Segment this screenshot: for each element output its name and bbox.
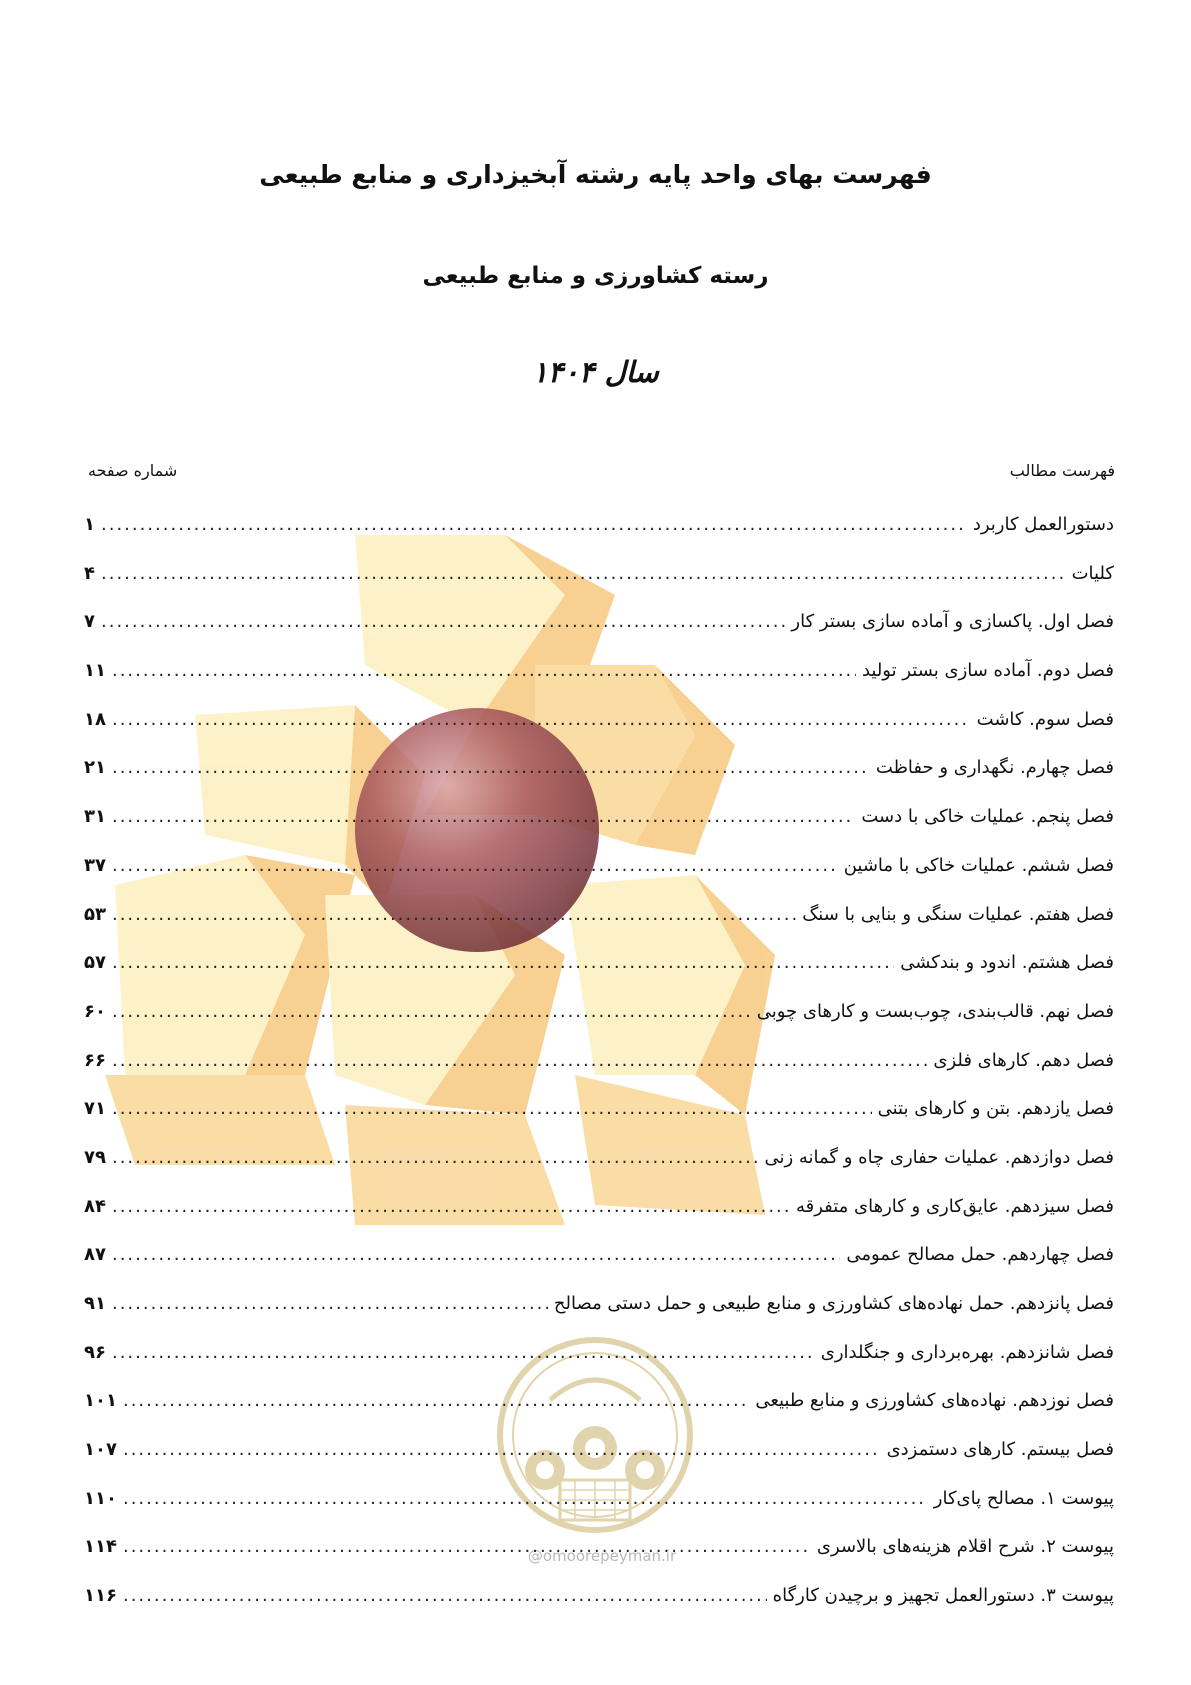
toc-entry-page: ۴	[84, 562, 95, 584]
toc-entry-label: فصل دوازدهم. عملیات حفاری چاه و گمانه زنی	[764, 1146, 1114, 1168]
toc-entry-page: ۸۷	[84, 1244, 106, 1266]
toc-leader-dots	[101, 514, 967, 535]
toc-entry-label: فصل چهاردهم. حمل مصالح عمومی	[846, 1244, 1114, 1266]
toc-entry-page: ۳۱	[84, 806, 106, 828]
toc-leader-dots	[112, 806, 855, 827]
toc-entry-page: ۶۰	[84, 1000, 106, 1022]
toc-entry-page: ۹۱	[84, 1293, 106, 1314]
toc-entry[interactable]	[84, 709, 1114, 758]
toc-entry[interactable]	[84, 1196, 1114, 1245]
toc-entry-label: فصل پنجم. عملیات خاکی با دست	[861, 806, 1114, 828]
toc-entry-page: ۵۳	[84, 903, 106, 925]
toc-leader-dots	[112, 1098, 872, 1119]
toc-entry[interactable]	[84, 904, 1114, 953]
toc-entry-label: فصل دوم. آماده سازی بستر تولید	[861, 660, 1114, 682]
toc-entry-page: ۷۹	[84, 1146, 106, 1168]
toc-entry-page: ۱۰۷	[84, 1439, 117, 1461]
watermark-site-text: @omoorepeyman.ir	[527, 1547, 677, 1565]
document-year: سال ۱۴۰۴	[532, 355, 659, 389]
toc-entry-label: فصل یازدهم. بتن و کارهای بتنی	[877, 1098, 1114, 1120]
toc-entry-label: کلیات	[1071, 562, 1114, 584]
toc-entry-page: ۷	[84, 611, 95, 633]
toc-entry[interactable]	[84, 855, 1114, 904]
toc-entry[interactable]	[84, 1050, 1114, 1099]
toc-leader-dots	[112, 660, 856, 681]
toc-entry-page: ۳۷	[84, 854, 106, 876]
toc-entry-label: فصل پانزدهم. حمل نهاده‌های کشاورزی و منابع طبیعی و حمل دستی مصالح	[553, 1293, 1114, 1314]
toc-leader-dots	[112, 1196, 790, 1217]
toc-entry[interactable]	[84, 1488, 1114, 1537]
toc-entry[interactable]	[84, 1001, 1114, 1050]
toc-entry-page: ۱۸	[84, 708, 106, 730]
toc-entry-page: ۱۱۶	[84, 1585, 117, 1607]
toc-leader-dots	[112, 855, 838, 876]
toc-leader-dots	[101, 563, 1066, 584]
toc-entry-label: فصل نوزدهم. نهاده‌های کشاورزی و منابع طبیعی	[755, 1390, 1114, 1412]
toc-contents-label: فهرست مطالب	[1009, 461, 1115, 480]
toc-leader-dots	[112, 1050, 927, 1071]
toc-leader-dots	[112, 757, 870, 778]
toc-entry-page: ۶۶	[84, 1049, 106, 1071]
toc-entry[interactable]	[84, 757, 1114, 806]
toc-entry-label: فصل شانزدهم. بهره‌برداری و جنگلداری	[820, 1341, 1114, 1363]
toc-entry-label: فصل دهم. کارهای فلزی	[933, 1049, 1114, 1071]
toc-entry-label: فصل هشتم. اندود و بندکشی	[900, 952, 1114, 974]
toc-entry-page: ۱۱۰	[84, 1487, 117, 1509]
toc-entry[interactable]	[84, 952, 1114, 1001]
toc-entry-page: ۵۷	[84, 952, 106, 974]
toc-leader-dots	[123, 1536, 811, 1557]
toc-entry-page: ۱۰۱	[84, 1390, 117, 1412]
toc-entry[interactable]	[84, 1293, 1114, 1342]
toc-leader-dots	[112, 952, 894, 973]
toc-entry[interactable]	[84, 660, 1114, 709]
toc-entry-page: ۸۴	[84, 1195, 106, 1217]
toc-entry-label: فصل سوم. کاشت	[976, 708, 1114, 730]
toc-entry[interactable]	[84, 563, 1114, 612]
toc-leader-dots	[112, 1342, 815, 1363]
toc-leader-dots	[123, 1585, 767, 1606]
toc-entry-label: فصل چهارم. نگهداری و حفاظت	[875, 757, 1114, 779]
toc-entry[interactable]	[84, 1585, 1114, 1634]
toc-entry[interactable]	[84, 514, 1114, 563]
toc-entry-page: ۱۱	[84, 660, 106, 682]
toc-leader-dots	[112, 904, 796, 925]
toc-entry[interactable]	[84, 1536, 1114, 1585]
toc-entry-label: فصل اول. پاکسازی و آماده سازی بستر کار	[791, 611, 1114, 633]
toc-entry[interactable]	[84, 1147, 1114, 1196]
toc-entry-label: فصل ششم. عملیات خاکی با ماشین	[843, 854, 1114, 876]
toc-entry[interactable]	[84, 806, 1114, 855]
toc-entry-page: ۱۱۴	[84, 1536, 117, 1558]
toc-entry-label: دستورالعمل کاربرد	[972, 514, 1114, 535]
toc-entry[interactable]	[84, 611, 1114, 660]
toc-entry-label: فصل هفتم. عملیات سنگی و بنایی با سنگ	[802, 903, 1114, 925]
toc-leader-dots	[112, 1244, 840, 1265]
toc-leader-dots	[112, 709, 971, 730]
toc-entry[interactable]	[84, 1439, 1114, 1488]
toc-entry-page: ۱	[84, 514, 95, 535]
toc-entry[interactable]	[84, 1098, 1114, 1147]
toc-entry-page: ۲۱	[84, 757, 106, 779]
table-of-contents	[84, 514, 1114, 1634]
toc-entry-label: پیوست ۱. مصالح پای‌کار	[933, 1487, 1114, 1509]
toc-entry-label: پیوست ۲. شرح اقلام هزینه‌های بالاسری	[816, 1536, 1114, 1558]
document-subtitle: رسته کشاورزی و منابع طبیعی	[422, 263, 769, 289]
toc-entry-label: فصل نهم. قالب‌بندی، چوب‌بست و کارهای چوبی	[756, 1000, 1114, 1022]
toc-leader-dots	[101, 611, 785, 632]
toc-leader-dots	[123, 1439, 881, 1460]
toc-entry[interactable]	[84, 1244, 1114, 1293]
toc-page-number-label: شماره صفحه	[88, 461, 178, 480]
toc-entry[interactable]	[84, 1390, 1114, 1439]
toc-entry-label: فصل بیستم. کارهای دستمزدی	[886, 1439, 1114, 1461]
toc-leader-dots	[123, 1488, 928, 1509]
toc-leader-dots	[112, 1147, 758, 1168]
toc-entry-label: پیوست ۳. دستورالعمل تجهیز و برچیدن کارگاه	[772, 1585, 1114, 1607]
toc-entry-page: ۷۱	[84, 1098, 106, 1120]
toc-entry[interactable]	[84, 1342, 1114, 1391]
toc-leader-dots	[123, 1390, 749, 1411]
toc-leader-dots	[112, 1001, 751, 1022]
toc-leader-dots	[112, 1293, 548, 1314]
toc-entry-label: فصل سیزدهم. عایق‌کاری و کارهای متفرقه	[795, 1195, 1114, 1217]
toc-entry-page: ۹۶	[84, 1341, 106, 1363]
document-title: فهرست بهای واحد پایه رشته آبخیزداری و منابع طبیعی	[259, 160, 932, 189]
